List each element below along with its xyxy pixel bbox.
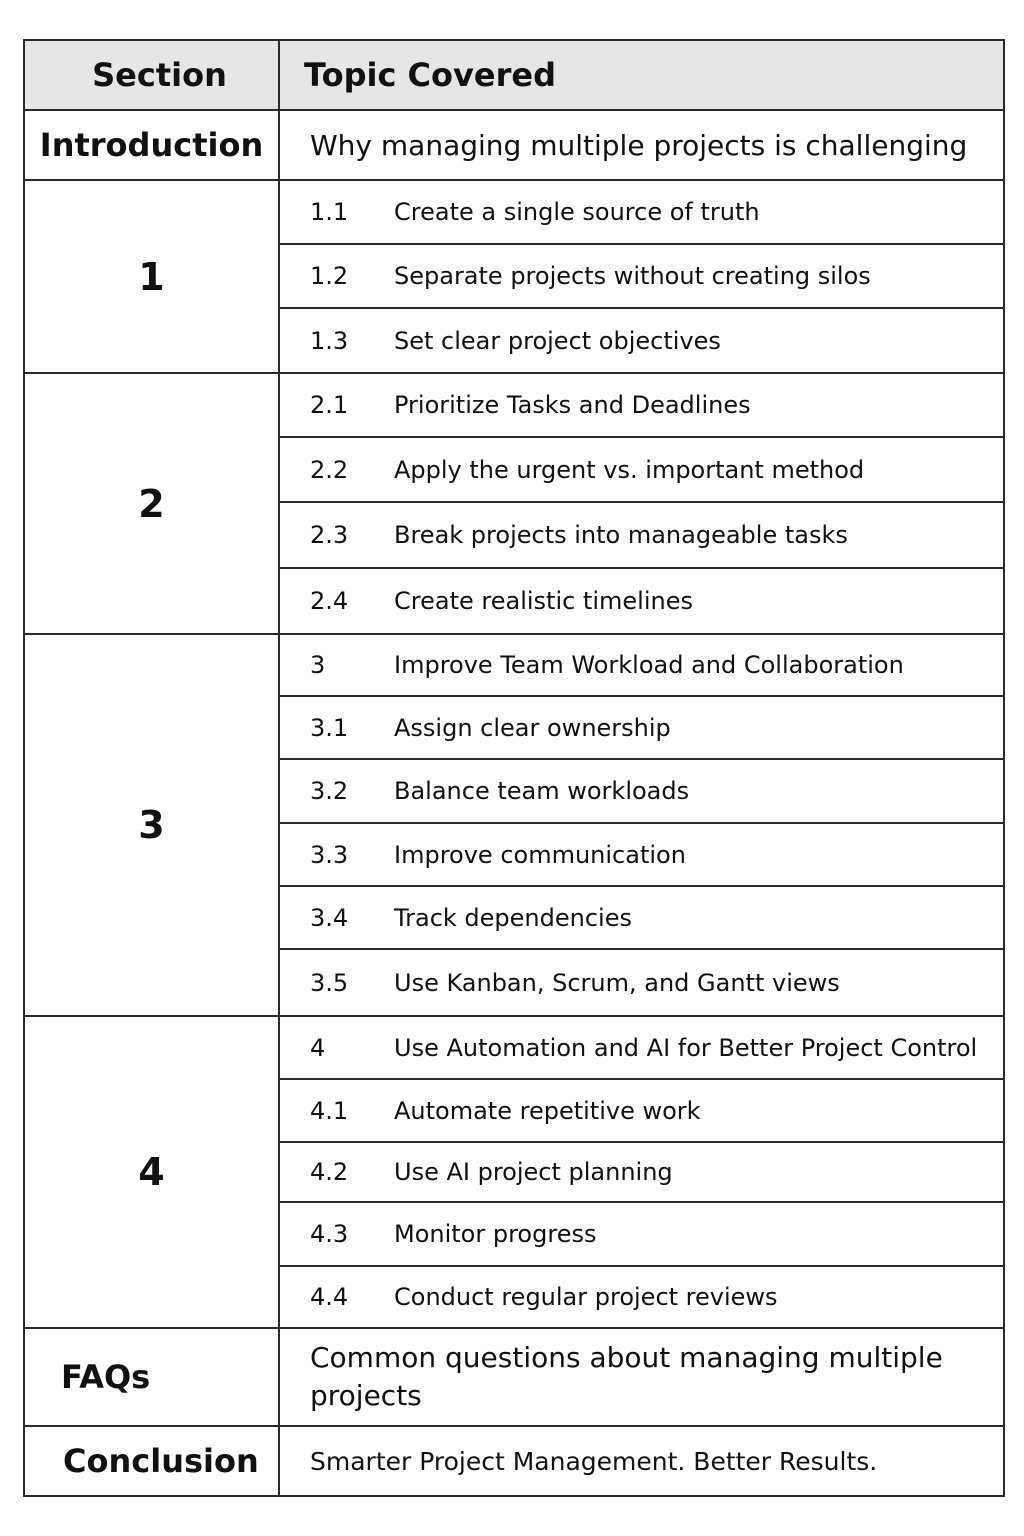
topic-item [279, 696, 1004, 759]
topic-item [279, 373, 1004, 437]
table-row-introduction [24, 110, 1004, 180]
topic-number: 2.4 [310, 587, 349, 615]
topic-text: Create realistic timelines [394, 587, 693, 615]
topic-text: Improve Team Workload and Collaboration [394, 651, 904, 679]
topic-text: Improve communication [394, 840, 686, 869]
table-row [24, 373, 1004, 437]
topic-number: 4.2 [310, 1158, 349, 1186]
topic-number: 3.5 [310, 968, 349, 997]
topic-text: Use AI project planning [394, 1158, 673, 1186]
table-row [24, 180, 1004, 244]
header-row [24, 40, 1004, 110]
table-row-conclusion [24, 1426, 1004, 1496]
topic-number: 3.4 [310, 903, 349, 932]
topic-number: 4.1 [310, 1096, 349, 1125]
topic-number: 3 [310, 651, 326, 679]
section-label-introduction: Introduction [24, 110, 279, 180]
topic-number: 3.2 [310, 777, 349, 805]
topic-text: Prioritize Tasks and Deadlines [394, 391, 751, 419]
topic-item [279, 1142, 1004, 1202]
topic-item [279, 180, 1004, 244]
topic-item [279, 1016, 1004, 1079]
section-label-conclusion: Conclusion [24, 1426, 279, 1496]
section-label-faqs: FAQs [24, 1328, 279, 1426]
topic-column-header: Topic Covered [279, 40, 1004, 110]
topic-item [279, 949, 1004, 1016]
section-label-3: 3 [24, 634, 279, 1016]
topic-item [279, 1266, 1004, 1328]
topic-item [279, 1079, 1004, 1142]
topic-text: Automate repetitive work [394, 1096, 701, 1125]
topic-item [279, 1202, 1004, 1266]
topic-faqs: Common questions about managing multiple projects [279, 1328, 1004, 1426]
topic-number: 3.1 [310, 713, 349, 742]
topic-text: Separate projects without creating silos [394, 262, 871, 290]
topic-number: 1.2 [310, 262, 349, 290]
topic-text: Break projects into manageable tasks [394, 521, 848, 549]
section-label-1: 1 [24, 180, 279, 373]
topic-number: 1.3 [310, 326, 349, 355]
topic-text: Use Automation and AI for Better Project Control [394, 1033, 978, 1062]
topic-number: 4 [310, 1033, 326, 1062]
section-label-2: 2 [24, 373, 279, 634]
topic-item [279, 568, 1004, 634]
topic-text: Conduct regular project reviews [394, 1283, 778, 1311]
topic-text: Balance team workloads [394, 777, 690, 805]
topic-item [279, 502, 1004, 568]
section-column-header: Section [24, 40, 279, 110]
topic-number: 2.1 [310, 391, 349, 419]
topic-number: 1.1 [310, 198, 349, 226]
topic-item [279, 244, 1004, 308]
topic-text: Use Kanban, Scrum, and Gantt views [394, 968, 840, 997]
topic-number: 4.4 [310, 1283, 349, 1311]
topic-item [279, 886, 1004, 949]
topic-conclusion: Smarter Project Management. Better Results. [279, 1426, 1004, 1496]
topic-item [279, 823, 1004, 886]
table-of-contents [23, 39, 1005, 1497]
topic-item [279, 437, 1004, 502]
topic-text: Apply the urgent vs. important method [394, 455, 865, 484]
topic-text: Monitor progress [394, 1220, 597, 1248]
topic-text: Set clear project objectives [394, 326, 721, 355]
table-row [24, 1016, 1004, 1079]
topic-item [279, 634, 1004, 696]
table-row [24, 634, 1004, 696]
topic-item [279, 308, 1004, 373]
table-row-faqs [24, 1328, 1004, 1426]
topic-number: 4.3 [310, 1220, 349, 1248]
topic-number: 3.3 [310, 840, 349, 869]
topic-introduction: Why managing multiple projects is challenging [279, 110, 1004, 180]
section-label-4: 4 [24, 1016, 279, 1328]
topic-text: Track dependencies [394, 903, 632, 932]
topic-number: 2.3 [310, 521, 349, 549]
topic-text: Create a single source of truth [394, 198, 760, 226]
topic-number: 2.2 [310, 455, 349, 484]
topic-text: Assign clear ownership [394, 713, 671, 742]
topic-item [279, 759, 1004, 823]
